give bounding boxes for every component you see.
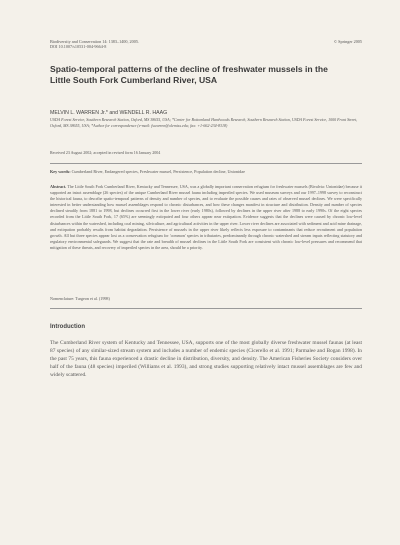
divider-bottom (50, 308, 362, 309)
nomenclature-line: Nomenclature: Turgeon et al. (1998) (50, 296, 110, 301)
keywords-label: Key words: (50, 169, 71, 174)
introduction-paragraph: The Cumberland River system of Kentucky and Tennessee, USA, supports one of the most globally diverse freshwater mussel faunas (at least 87 species) of any similar-sized stream system and includes a number of endemic species (Cicerello et al. 1991; Parmalee and Bogan 1998). In the past 75 years, this fauna experienced a drastic decline in distribution, diversity, and density. The American Fisheries Society considers over half of the fauna (48 species) imperiled (Williams et al. 1993), and strong studies supporting relatively intact mussel assemblages are few and widely scattered. (50, 340, 362, 379)
paper-title: Spatio-temporal patterns of the decline of freshwater mussels in the Little South Fork Cumberland River, USA (50, 64, 328, 85)
abstract-label: Abstract. (50, 184, 67, 189)
divider-top (50, 163, 362, 164)
keywords-block (50, 169, 362, 175)
copyright-line: © Springer 2005 (333, 39, 362, 44)
abstract-text: The Little South Fork Cumberland River, Kentucky and Tennessee, USA, was a globally important conservation refugium for freshwater mussels (Bivalvia: Unionidae) because it supported an intact assemblage (26 species) of the unique Cumberland River mussel fauna including imperiled species. We used museum surveys and our 1997–1998 survey to reconstruct the historical fauna, to describe spatio-temporal patterns of density and number of species, and to evaluate the possible causes and rates of observed mussel declines. We were specifically interested in better understanding how mussel assemblages respond to chronic disturbances, and how these changes manifest in structure and distribution. Density and number of species declined steadily from 1881 to 1998, but declines occurred first in the lower river (early 1980s), followed by declines in the upper river after 1988 to early 1990s. Of the eight species recorded from the Little South Fork, 17 (65%) are seemingly extirpated and four others appear near extirpation. Evidence suggests that the declines were caused by chronic low-level disturbances within the watershed, including coal mining, silviculture, and agricultural activities in the upper river. Lower river declines are associated with sediment and acid mine drainage, and extirpation probably results from habitat degradation. Persistence of mussels in the upper river likely reflects less exposure to contaminants that reduce recruitment and population growth. All but three species appear lost as a conservation refugium for 'common' species in tributaries, predominantly through chronic watershed and stream inputs reflecting statutory and regulatory environmental safeguards. We suggest that the rate and breadth of mussel declines in the Little South Fork are consistent with chronic low-level pressures and recommend that mitigation of these threats, and recovery of imperiled species in the area, should be a priority. (50, 184, 363, 250)
received-dates: Received 23 August 2002; accepted in revised form 16 January 2004 (50, 150, 161, 155)
abstract-block (50, 184, 362, 251)
keywords-text: Cumberland River, Endangered species, Freshwater mussel, Persistence, Population decline, Unionidae (71, 169, 245, 174)
author-affiliation: USDA Forest Service, Southern Research Station, Oxford, MS 38655, USA; *Center for Bottomland Hardwoods Research, Southern Research Station, USDA Forest Service, 1000 Front Street, Oxford, MS 38655, USA; *Author for correspondence (e-mail: fswarren@olemiss.edu; fax: +1-662-234-8318) (50, 117, 358, 129)
doi-line: DOI 10.1007/s10531-004-9664-8 (50, 44, 107, 49)
author-list: MELVIN L. WARREN Jr.* and WENDELL R. HAAG (50, 110, 168, 116)
section-heading-introduction: Introduction (50, 324, 85, 330)
journal-citation: Biodiversity and Conservation 14: 1383–1400, 2005. (50, 39, 139, 44)
